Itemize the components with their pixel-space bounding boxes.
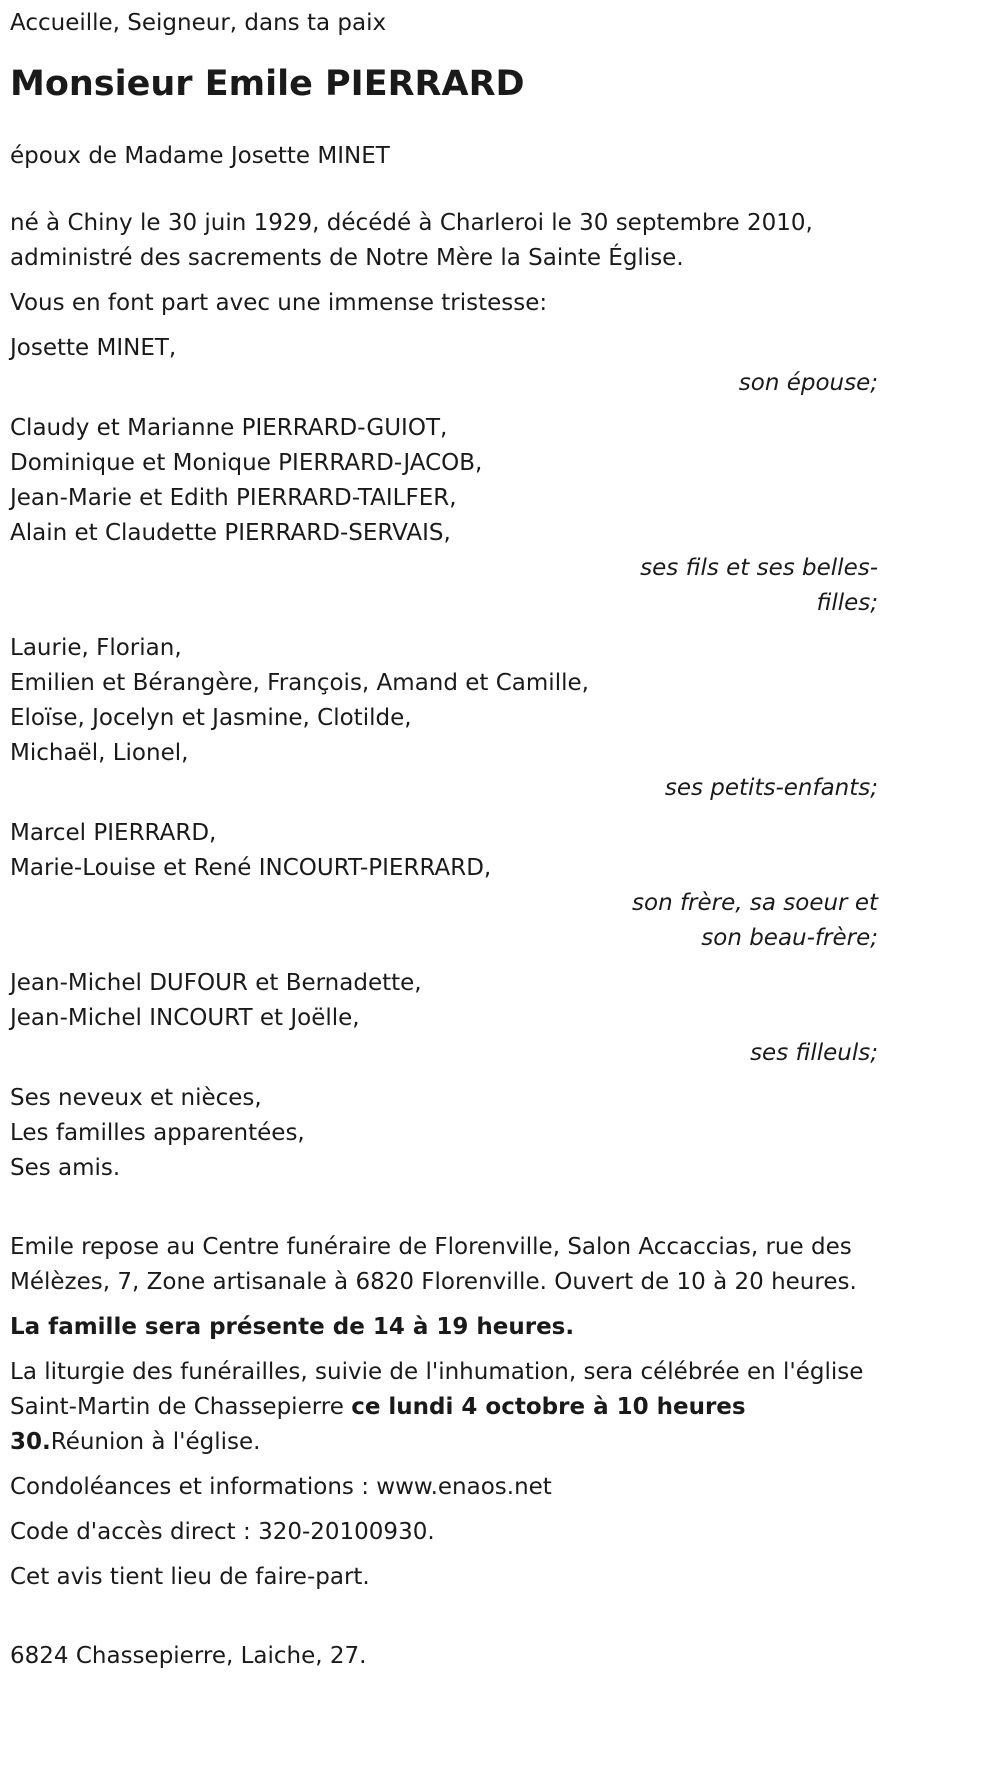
other-relatives xyxy=(10,1081,878,1186)
relation-label: son frère, sa soeur et son beau-frère; xyxy=(632,890,878,951)
repose-text: Emile repose au Centre funéraire de Florenville, Salon Accaccias, rue des Mélèzes, 7, Zone artisanale à 6820 Florenville. Ouvert de 10 à 20 heures. xyxy=(10,1234,857,1295)
family-name: Josette MINET, xyxy=(10,335,177,361)
spacer xyxy=(10,1196,878,1230)
intro-text: Accueille, Seigneur, dans ta paix xyxy=(10,10,387,36)
family-name: Jean-Michel INCOURT et Joëlle, xyxy=(10,1005,360,1031)
family-name: Emilien et Bérangère, François, Amand et Camille, xyxy=(10,670,589,696)
family-name: Marcel PIERRARD, xyxy=(10,820,217,846)
birth-death-text: né à Chiny le 30 juin 1929, décédé à Charleroi le 30 septembre 2010, administré des sacrements de Notre Mère la Sainte Église. xyxy=(10,210,813,271)
liturgy-date: ce lundi 4 octobre à 10 heures 30. xyxy=(10,1394,746,1455)
family-name: Claudy et Marianne PIERRARD-GUIOT, xyxy=(10,415,448,441)
relation-label: ses fils et ses belles-filles; xyxy=(640,555,878,616)
announcement-text: Vous en font part avec une immense tristesse: xyxy=(10,290,548,316)
deceased-name: Monsieur Emile PIERRARD xyxy=(10,64,525,104)
family-name: Marie-Louise et René INCOURT-PIERRARD, xyxy=(10,855,492,881)
family-name: Jean-Marie et Edith PIERRARD-TAILFER, xyxy=(10,485,457,511)
family-group-spouse xyxy=(10,331,878,401)
family-name: Michaël, Lionel, xyxy=(10,740,189,766)
family-group-grandchildren xyxy=(10,631,878,806)
access-code-text: Code d'accès direct : 320-20100930. xyxy=(10,1519,435,1545)
other-relative: Les familles apparentées, xyxy=(10,1120,305,1146)
family-group-godchildren xyxy=(10,966,878,1071)
relation-label: ses filleuls; xyxy=(750,1040,878,1066)
family-name: Alain et Claudette PIERRARD-SERVAIS, xyxy=(10,520,451,546)
other-relative: Ses amis. xyxy=(10,1155,121,1181)
address-text: 6824 Chassepierre, Laiche, 27. xyxy=(10,1643,367,1669)
family-present-text: La famille sera présente de 14 à 19 heures. xyxy=(10,1314,575,1340)
liturgy-after: Réunion à l'église. xyxy=(50,1429,261,1455)
relation-label: son épouse; xyxy=(738,370,878,396)
liturgy-before: La liturgie des funérailles, suivie de l'inhumation, sera célébrée en l'église Saint-Martin de Chassepierre xyxy=(10,1359,864,1420)
family-name: Dominique et Monique PIERRARD-JACOB, xyxy=(10,450,483,476)
family-name: Jean-Michel DUFOUR et Bernadette, xyxy=(10,970,422,996)
notice-text: Cet avis tient lieu de faire-part. xyxy=(10,1564,370,1590)
family-name: Laurie, Florian, xyxy=(10,635,182,661)
family-group-siblings xyxy=(10,816,878,956)
spouse-line: époux de Madame Josette MINET xyxy=(10,143,390,169)
condolences-text: Condoléances et informations : www.enaos.net xyxy=(10,1474,552,1500)
liturgy-text xyxy=(10,1355,878,1460)
family-name: Eloïse, Jocelyn et Jasmine, Clotilde, xyxy=(10,705,412,731)
family-group-sons xyxy=(10,411,878,621)
spacer xyxy=(10,1605,878,1639)
other-relative: Ses neveux et nièces, xyxy=(10,1085,262,1111)
relation-label: ses petits-enfants; xyxy=(664,775,878,801)
